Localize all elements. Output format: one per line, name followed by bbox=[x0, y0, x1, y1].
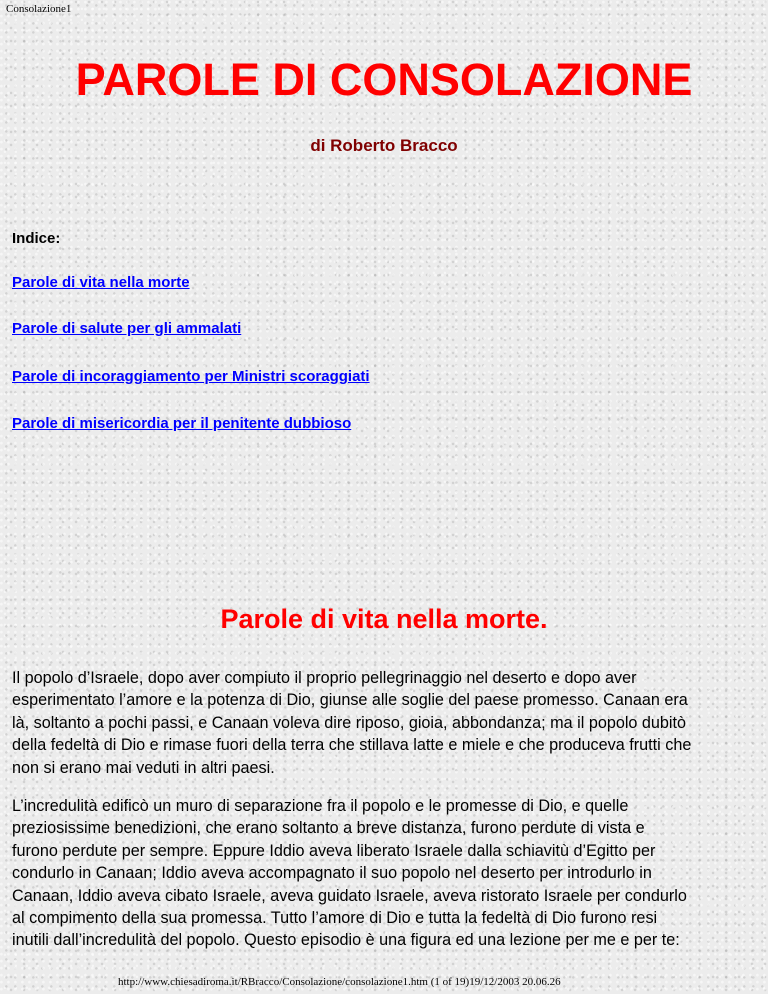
paragraph-line: là, soltanto a pochi passi, e Canaan voleva dire riposo, gioia, abbondanza; ma il popolo dubitò bbox=[12, 713, 687, 732]
index-link-misericordia-penitente[interactable]: Parole di misericordia per il penitente dubbioso bbox=[12, 415, 352, 432]
paragraph-line: non si erano mai veduti in altri paesi. bbox=[12, 758, 275, 777]
paragraph-line: al compimento della sua promessa. Tutto l’amore di Dio e tutta la fedeltà di Dio furono resi bbox=[12, 909, 658, 928]
paragraph-line: inutili dall’incredulità del popolo. Questo episodio è una figura ed una lezione per me e per te: bbox=[12, 931, 680, 950]
index-link-salute-ammalati[interactable]: Parole di salute per gli ammalati bbox=[12, 320, 242, 337]
author-line: di Roberto Bracco bbox=[310, 136, 458, 155]
paragraph-line: Il popolo d’Israele, dopo aver compiuto il proprio pellegrinaggio nel deserto e dopo aver bbox=[12, 669, 637, 687]
paragraph-line: esperimentato l’amore e la potenza di Dio, giunse alle soglie del paese promesso. Canaan era bbox=[12, 691, 688, 710]
paragraph-2 bbox=[12, 795, 762, 952]
paragraph-1 bbox=[12, 667, 762, 779]
print-footer-url: http://www.chiesadiroma.it/RBracco/Consolazione/consolazione1.htm (1 of 19)19/12/2003 20.06.26 bbox=[118, 976, 561, 988]
paragraph-line: della fedeltà di Dio e rimase fuori della terra che stillava latte e miele e che produceva frutti che bbox=[12, 736, 692, 755]
paragraph-line: furono perdute per sempre. Eppure Iddio aveva liberato Israele dalla schiavitù d’Egitto per bbox=[12, 841, 656, 860]
paragraph-line: preziosissime benedizioni, che erano soltanto a breve distanza, furono perdute di vista e bbox=[12, 819, 645, 838]
paragraph-line: Canaan, Iddio aveva cibato Israele, aveva guidato Israele, aveva ristorato Israele per condurlo bbox=[12, 886, 687, 905]
page-title: PAROLE DI CONSOLAZIONE bbox=[75, 54, 693, 105]
index-link-vita-nella-morte[interactable]: Parole di vita nella morte bbox=[12, 274, 190, 291]
section-title: Parole di vita nella morte. bbox=[220, 604, 548, 634]
print-header: Consolazione1 bbox=[6, 3, 72, 15]
index-link-incoraggiamento-ministri[interactable]: Parole di incoraggiamento per Ministri scoraggiati bbox=[12, 368, 370, 385]
index-heading: Indice: bbox=[12, 230, 61, 247]
paragraph-line: L’incredulità edificò un muro di separazione fra il popolo e le promesse di Dio, e quelle bbox=[12, 797, 629, 815]
paragraph-line: condurlo in Canaan; Iddio aveva accompagnato il suo popolo nel deserto per introdurlo in bbox=[12, 864, 652, 883]
